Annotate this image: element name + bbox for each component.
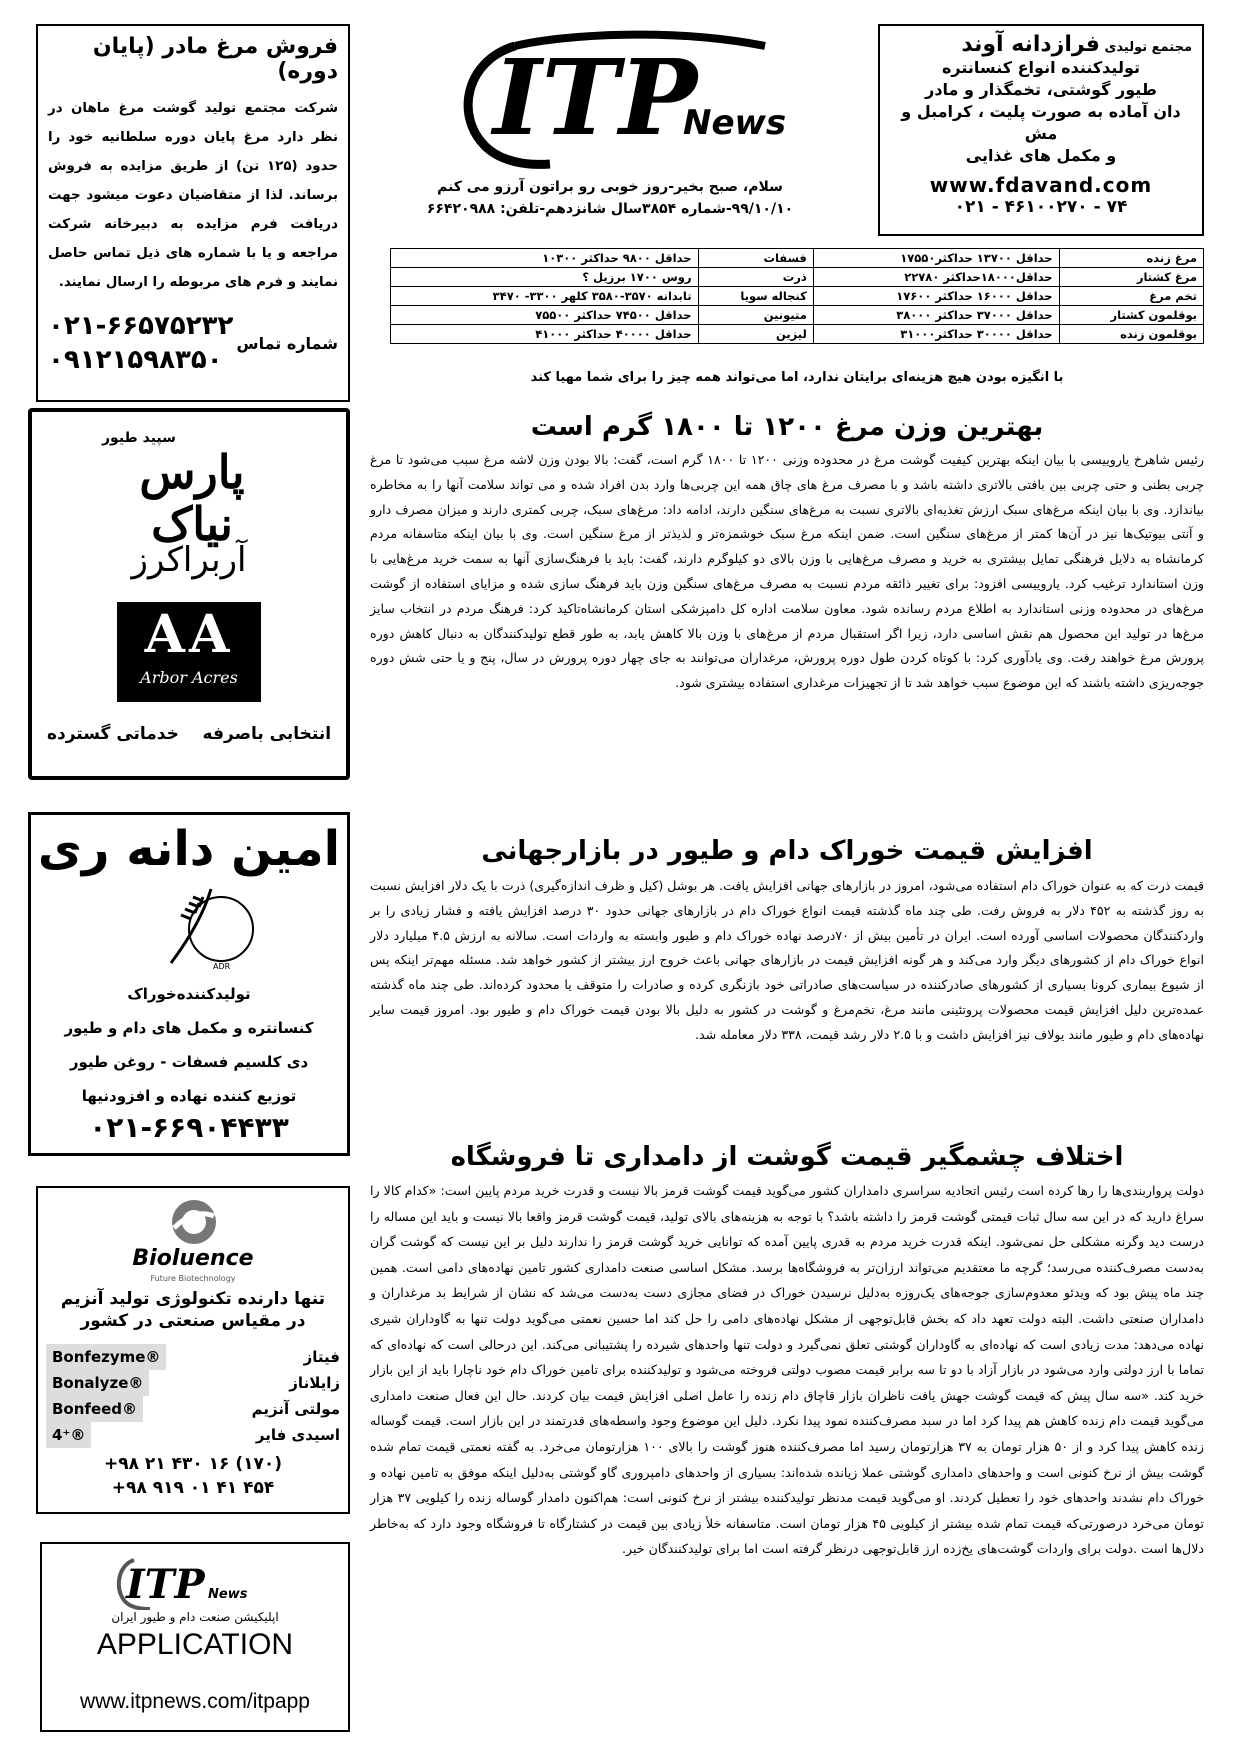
product-fa-name: زایلاناز	[289, 1374, 340, 1392]
product-fa-name: مولتی آنزیم	[251, 1400, 340, 1418]
itp-news-logo	[445, 16, 815, 176]
price-row	[391, 306, 1204, 325]
price-item-name: تخم مرغ	[1059, 287, 1203, 306]
wheat-emblem-icon	[151, 883, 261, 975]
article-title: اختلاف چشمگیر قیمت گوشت از دامداری تا فروشگاه	[450, 1142, 1124, 1172]
brand-name: Bioluence	[132, 1246, 254, 1271]
website-link[interactable]: www.fdavand.com	[929, 173, 1153, 197]
app-url[interactable]: www.itpnews.com/itpapp	[80, 1690, 310, 1713]
ad-mother-hen-sale	[36, 24, 350, 402]
product-fa-name: اسیدی فایر	[255, 1426, 340, 1444]
logo-main-text: ITP	[493, 36, 698, 159]
itp-app-logo	[112, 1554, 282, 1610]
article-feed-prices	[370, 836, 1204, 1048]
ad-farazdaneh-avand	[878, 24, 1204, 236]
masthead-info	[395, 176, 825, 220]
ad-line: کنسانتره و مکمل های دام و طیور	[64, 1019, 314, 1037]
product-fa-name: فیتاز	[303, 1348, 340, 1366]
article-chicken-weight	[370, 412, 1204, 696]
motivational-tagline: با انگیزه بودن هیچ هزینه‌ای برایتان ندارد، اما می‌تواند همه چیز را برای شما مهیا کند	[530, 370, 1064, 385]
price-row	[391, 249, 1204, 268]
greeting: سلام، صبح بخیر-روز خوبی رو براتون آرزو می کنم	[437, 179, 783, 195]
price-item-name: مرغ کشتار	[1059, 268, 1203, 287]
price-range: حداقل۱۸۰۰۰حداکثر ۲۲۷۸۰	[813, 268, 1059, 287]
price-table	[390, 248, 1204, 344]
ad-line: دی کلسیم فسفات - روغن طیور	[69, 1053, 309, 1071]
price-table-container	[390, 248, 1204, 344]
emblem-text: ADR	[213, 962, 231, 971]
ad-bioluence	[36, 1186, 350, 1514]
phone-number[interactable]: +۹۸ ۲۱ ۴۳۰ ۱۶ (۱۷۰)	[104, 1454, 282, 1474]
ad-line: دان آماده به صورت پلیت ، کرامبل و مش	[901, 102, 1181, 143]
price-range: حداقل ۹۸۰۰ حداکثر ۱۰۳۰۰	[391, 249, 699, 268]
product-row	[46, 1370, 340, 1396]
logo-main-text: ITP	[126, 1561, 205, 1608]
price-range: روس ۱۷۰۰ برزیل ؟	[391, 268, 699, 287]
product-row	[46, 1422, 340, 1448]
logo-sub-text: News	[683, 103, 787, 143]
price-item-name: متیونین	[698, 306, 813, 325]
product-en-name: Bonfeed®	[46, 1396, 143, 1422]
company-prefix: مجتمع تولیدی	[1104, 40, 1192, 55]
price-range: حداقل ۷۴۵۰۰ حداکثر ۷۵۵۰۰	[391, 306, 699, 325]
app-caption: اپلیکیشن صنعت دام و طیور ایران	[111, 1610, 279, 1624]
phone-number[interactable]: +۹۸ ۹۱۹ ۰۱ ۴۱ ۴۵۴	[111, 1478, 275, 1498]
ad-amin-daneh-rey	[28, 812, 350, 1156]
article-body: دولت پرواربندی‌ها را رها کرده است رئیس اتحادیه سراسری دامداران کشور می‌گوید قیمت گوشت قرمز بالا نیست و قدرت خرید مردم پایین است: «کدام کالا را سراغ دارید که در این سه سال ثبات قیمتی گوشت قرمز را داشته باشد؟ با توجه به هزینه‌های بالای تولید، قیمت گوشت قرمز واقعا بالا نیست و باید این مساله را درست دید وگرنه مشکلی حل نمی‌شود. اینکه قدرت خرید مردم به قدری پایین آمده که توانایی خرید گوشت قرمز را ندارند دلیل بر این نیست که گوشت گران به‌دست مصرف‌کننده می‌رسد؛ گرچه ما معتقدیم می‌تواند ارزان‌تر به فروشگاه‌ها برسد. مشکل اساسی صنعت دامداری کشور تامین نهاده‌های دامی است. همین چند ماه پیش بود که ویدئو معدوم‌سازی جوجه‌های یک‌روزه به‌دلیل نرسیدن خوراک در فضای مجازی دست به‌دست می‌شد که نشان از شرایط بد مرغداران و دامداران صنعتی داشت. البته دولت تعهد داد که بخش قابل‌توجهی از مشکل نهاده‌های دامی را حل کند اما حسین نعمتی می‌گوید دولت تنها به گاوداران شیری نهاده می‌دهد: مدت زیادی است که نهاده‌ای به گاوداران گوشتی تعلق نمی‌گیرد و دولت تنها واحدهای شیرده را پشتیبانی می‌کند. این درحالی است که نهاده‌ای که تماما با ارز دولتی وارد می‌شود در بازار آزاد با دو تا سه برابر قیمت مصوب دولتی فروخته می‌شود و تولیدکننده برای تامین خوراک دام خود ناچارا باید از این بازار خرید کند. «سه سال پیش که قیمت گوشت جهش یافت ناظران بازار قاچاق دام زنده را عامل اصلی افزایش قیمت بیان کردند. حال این فعال صنعت دامداری می‌گوید قیمت دام زنده کاهش هم پیدا کرد اما در سبد مصرف‌کننده نمود پیدا نکرد. دلیل این موضوع وجود واسطه‌های قدرتمند در این بازار است. قیمت گوساله زنده کاهش پیدا کرد و از ۵۰ هزار تومان به ۳۷ هزارتومان رسید اما مصرف‌کننده هنوز گوشت را بالای ۱۰۰ هزارتومان می‌خرد. به گفته نعمتی قیمت تمام شده گوشت بیش از نرخ کنونی است و واحدهای دامداری گوشتی عملا زیانده شده‌اند: بسیاری از واحدهای دامپروری گاو گوشتی به‌دلیل اینکه موفق به تامین نهاده و خوراک دام نشدند واحدهای خود را تعطیل کردند. او می‌گوید قیمت مدنظر تولیدکننده بیشتر از نرخ کنونی است: هم‌اکنون دامدار گوساله زنده را کیلویی ۳۷ هزار تومان می‌خرد درصورتی‌که قیمت تمام شده بیشتر از کیلویی ۴۵ هزار تومان است. متاسفانه خلأ زیادی بین قیمت در کشتارگاه تا فروشگاه وجود دارد که به‌خاطر دلال‌ها است .دولت برای واردات گوشت‌های یخ‌زده ارز قابل‌توجهی درنظر گرفته است اما برای تولیدکنندگان خیر.	[370, 1183, 1204, 1557]
price-range: حداقل ۳۷۰۰۰ حداکثر ۳۸۰۰۰	[813, 306, 1059, 325]
brand-name: پارس نیاک	[139, 445, 245, 551]
ad-itp-app[interactable]	[40, 1542, 350, 1732]
price-range: حداقل ۱۳۷۰۰ حداکثر۱۷۵۵۰	[813, 249, 1059, 268]
logo-text: Arbor Acres	[140, 668, 238, 687]
price-item-name: کنجاله سویا	[698, 287, 813, 306]
price-row	[391, 268, 1204, 287]
ad-headline: در مقیاس صنعتی در کشور	[80, 1311, 306, 1331]
article-meat-price-gap	[370, 1142, 1204, 1562]
contact-label: شماره تماس	[236, 333, 338, 353]
product-en-name: Bonfezyme®	[46, 1344, 166, 1370]
price-row	[391, 325, 1204, 344]
app-label: APPLICATION	[96, 1628, 294, 1661]
ad-phones	[48, 309, 338, 377]
arbor-acres-logo	[117, 602, 261, 702]
brand-tagline: Future Biotechnology	[150, 1274, 236, 1283]
article-body: رئیس شاهرخ یاروییسی با بیان اینکه بهترین کیفیت گوشت مرغ در محدوده وزنی ۱۲۰۰ تا ۱۸۰۰ گرم است، گفت: بالا بودن وزن لاشه مرغ سبب می‌شود تا مرغ چربی بطنی و حتی چربی بین بافتی بالاتری داشته باشد و با مصرف مرغ های چاق همه این چربی‌ها وارد بدن افراد شده و می تواند سلامت آنها را به مخاطره بیاندازد. وی با بیان اینکه مرغ‌های سبک ارزش تغذیه‌ای بالاتری نسبت به مرغ‌های سنگین دارند، ادامه داد: مرغ‌های سبک، چربی کمتری دارند و میزان مصرف دارو و آنتی بیوتیک‌ها نیز در آن‌ها کمتر از مرغ‌های سنگین است. ضمن اینکه مرغ سبک خوشمزه‌تر و لذیذتر از مرغ سنگین است. وی با بیان اینکه متاسفانه مردم کرمانشاه به دلایل فرهنگی تمایل بیشتری به خرید و مصرف مرغ‌هایی با وزن بالای دو کیلوگرم دارند، گفت: باید با فرهنگ‌سازی آنها به سمت خرید مرغ‌هایی با وزن استاندارد ترغیب کرد. یاروییسی افزود: برای تغییر ذائقه مردم نسبت به مصرف مرغ‌های سنگین وزن باید فرهنگ سازی شده و مزایای استفاده از گوشت مرغ‌های در محدوده وزنی استاندارد به اطلاع مردم رسانده شود. معاون سلامت اداره کل دامپزشکی استان کرمانشاه‌تاکید کرد: فرهنگ مردم در انتخاب سایز مرغ‌ها در تولید این محصول هم نقش اساسی دارد، زیرا اگر استقبال مردم از مرغ‌های با وزن بالا کاهش یابد، به طور قطع تولیدکنندگان به دنبال کاهش دوره پرورش مرغ خواهند رفت. وی یادآوری کرد: با کوتاه کردن طول دوره پرورش، مرغداران می‌توانند به جای چهار دوره پرورش در سال، پنج و یا حتی شش دوره جوجه‌ریزی داشته باشند که این موضوع سبب خواهد شد تا از تجهیزات مرغداری استفاده بیشتری شود.	[370, 452, 1205, 691]
ad-line: تولیدکننده‌خوراک	[127, 985, 251, 1003]
phone-number[interactable]: ۰۲۱-۶۶۵۷۵۲۳۲	[48, 311, 234, 341]
phone-number[interactable]: ۰۲۱ - ۴۶۱۰۰۲۷۰ - ۷۴	[954, 197, 1128, 217]
ad-title: فروش مرغ مادر (پایان دوره)	[92, 34, 338, 84]
ad-title: امین دانه ری	[37, 821, 341, 877]
price-item-name: مرغ زنده	[1059, 249, 1203, 268]
price-row	[391, 287, 1204, 306]
product-row	[46, 1396, 340, 1422]
price-item-name: بوقلمون زنده	[1059, 325, 1203, 344]
price-item-name: بوقلمون کشتار	[1059, 306, 1203, 325]
ad-line: تولیدکننده انواع کنسانتره	[941, 58, 1140, 77]
product-en-name: Bonalyze®	[46, 1370, 149, 1396]
ad-line: طیور گوشتی، تخمگذار و مادر	[925, 80, 1157, 99]
brand-small: سپید طیور	[102, 430, 176, 446]
ad-line: توزیع کننده نهاده و افزودنیها	[81, 1087, 297, 1105]
logo-letters: AA	[144, 604, 234, 665]
ad-body: شرکت مجتمع تولید گوشت مرغ ماهان در نظر دارد مرغ پایان دوره سلطانیه خود را حدود (۱۲۵ تن) از طریق مزایده به فروش برساند. لذا از متقاضیان دعوت میشود جهت دریافت فرم مزایده به دبیرخانه شرکت مراجعه و یا با شماره های ذیل تماس حاصل نمایند و فرم های مربوطه را ارسال نمایند.	[48, 101, 338, 290]
ad-slogan: انتخابی باصرفه خدماتی گسترده	[46, 724, 332, 744]
ad-line: و مکمل های غذایی	[965, 146, 1117, 165]
price-item-name: ذرت	[698, 268, 813, 287]
price-item-name: فسفات	[698, 249, 813, 268]
price-range: تابدانه ۳۵۷۰-۳۵۸۰ کلهر ۳۳۰۰- ۳۴۷۰	[391, 287, 699, 306]
logo-sub-text: News	[208, 1587, 248, 1602]
phone-number[interactable]: ۰۹۱۲۱۵۹۸۳۵۰	[48, 345, 223, 375]
issue-line: ۹۹/۱۰/۱۰-شماره ۳۸۵۴سال شانزدهم-تلفن: ۶۶۴۲۰۹۸۸	[426, 201, 794, 217]
price-range: حداقل ۱۶۰۰۰ حداکثر ۱۷۶۰۰	[813, 287, 1059, 306]
bioluence-logo-icon	[164, 1198, 224, 1246]
price-range: حداقل ۳۰۰۰۰ حداکثر۳۱۰۰۰	[813, 325, 1059, 344]
product-name: آربراکرز	[131, 540, 247, 580]
product-en-name: 4⁺®	[46, 1422, 91, 1448]
company-name: فرازدانه آوند	[961, 32, 1100, 57]
phone-number[interactable]: ۰۲۱-۶۶۹۰۴۴۳۳	[89, 1111, 289, 1144]
logo-graphic	[445, 16, 815, 176]
product-row	[46, 1344, 340, 1370]
ad-headline: تنها دارنده تکنولوژی تولید آنزیم	[60, 1289, 326, 1309]
article-title: بهترین وزن مرغ ۱۲۰۰ تا ۱۸۰۰ گرم است	[530, 412, 1044, 442]
product-list	[46, 1344, 340, 1448]
price-range: حداقل ۴۰۰۰۰ حداکثر ۴۱۰۰۰	[391, 325, 699, 344]
article-body: قیمت ذرت که به عنوان خوراک دام استفاده می‌شود، امروز در بازارهای جهانی افزایش یافت. هر بوشل (کیل و ظرف اندازه‌گیری) ذرت با یک دلار افزایش نسبت به روز گذشته به ۴۵۲ دلار به فروش رفت. طی چند ماه گذشته قیمت انواع خوراک دام در بازارهای جهانی حدود ۳۰ درصد افزایش یافته و فشار زیادی را بر واردکنندگان محصولات اساسی آورده است. ایران در تأمین بیش از ۷۰درصد نهاده خوراک دام و طیور وابسته به واردات است. سالانه به ارزش ۴.۵ میلیارد دلار انواع خوراک دام از کشورهای دیگر وارد می‌کند و هر گونه افزایش قیمت در بازارهای جهانی باعث خروج ارز بیشتر از کشور خواهد شد. مسئله مهم‌تر اینکه پس از شیوع بیماری کرونا بسیاری از کشورهای صادرکننده در سیاست‌های صادراتی خود بازنگری کرده و صادرات را متوقف یا محدود کرده‌اند. طی چند ماه گذشته عمده‌ترین دلیل افزایش قیمت محصولات پروتئینی مانند مرغ، تخم‌مرغ و گوشت در کشور به دلیل بالا بودن قیمت خوراک دام و طیور بود. امروز قیمت سایر نهاده‌های دام و طیور مانند یولاف نیز افزایش داشت و با ۲.۵ دلار رشد قیمت، ۳۳۸ دلار معامله شد.	[370, 878, 1205, 1042]
article-title: افزایش قیمت خوراک دام و طیور در بازارجهانی	[481, 836, 1093, 866]
ad-pars-niak	[28, 408, 350, 780]
price-item-name: لیزین	[698, 325, 813, 344]
